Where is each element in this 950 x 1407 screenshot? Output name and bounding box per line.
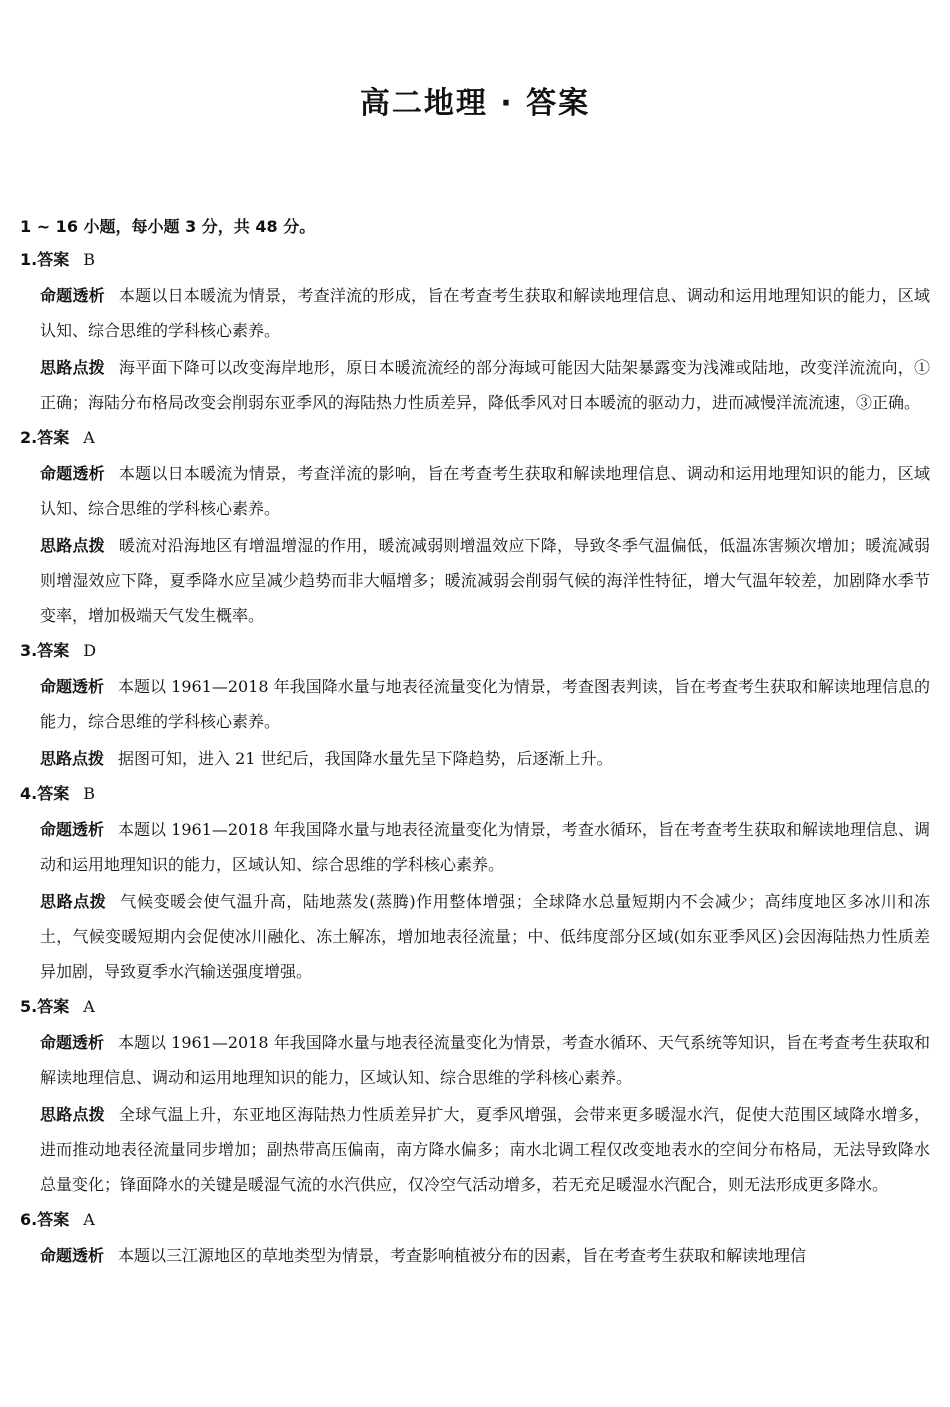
answer-choice: A [83, 1210, 95, 1229]
analysis-text: 本题以 1961—2018 年我国降水量与地表径流量变化为情景，考查图表判读，旨在考查考生获取和解读地理信息的能力，综合思维的学科核心素养。 [40, 677, 930, 731]
hint-paragraph [20, 528, 930, 633]
question-number: 6. [20, 1210, 38, 1229]
hint-paragraph [20, 350, 930, 420]
question-item [20, 1204, 930, 1273]
page-title: 高二地理 · 答案 [359, 86, 591, 121]
analysis-paragraph [20, 278, 930, 348]
question-answer-line [20, 244, 930, 278]
hint-text: 气候变暖会使气温升高，陆地蒸发(蒸腾)作用整体增强；全球降水总量短期内不会减少；高纬度地区多冰川和冻土，气候变暖短期内会促使冰川融化、冻土解冻，增加地表径流量；中、低纬度部分区域(如东亚季风区)会因海陆热力性质差异加剧，导致夏季水汽输送强度增强。 [40, 892, 930, 981]
analysis-paragraph [20, 456, 930, 526]
answer-choice: A [83, 428, 95, 447]
answer-label: 答案 [37, 250, 70, 269]
question-item [20, 244, 930, 420]
analysis-text: 本题以 1961—2018 年我国降水量与地表径流量变化为情景，考查水循环，旨在考查考生获取和解读地理信息、调动和运用地理知识的能力，区域认知、综合思维的学科核心素养。 [40, 820, 930, 874]
analysis-paragraph [20, 1238, 930, 1273]
question-number: 4. [20, 784, 38, 803]
answer-label: 答案 [37, 641, 70, 660]
question-item [20, 635, 930, 776]
question-number: 5. [20, 997, 38, 1016]
analysis-label: 命题透析 [40, 677, 105, 696]
question-number: 1. [20, 250, 38, 269]
question-number: 3. [20, 641, 38, 660]
hint-label: 思路点拨 [40, 892, 107, 911]
hint-text: 全球气温上升，东亚地区海陆热力性质差异扩大，夏季风增强，会带来更多暖湿水汽，促使大范围区域降水增多，进而推动地表径流量同步增加；副热带高压偏南，南方降水偏多；南水北调工程仅改变地表水的空间分布格局，无法导致降水总量变化；锋面降水的关键是暖湿气流的水汽供应，仅冷空气活动增多，若无充足暖湿水汽配合，则无法形成更多降水。 [40, 1105, 930, 1194]
hint-paragraph [20, 884, 930, 989]
answer-label: 答案 [37, 997, 70, 1016]
analysis-label: 命题透析 [40, 286, 105, 305]
answer-label: 答案 [37, 428, 70, 447]
hint-paragraph [20, 1097, 930, 1202]
analysis-text: 本题以日本暖流为情景，考查洋流的形成，旨在考查考生获取和解读地理信息、调动和运用地理知识的能力，区域认知、综合思维的学科核心素养。 [40, 286, 930, 340]
question-answer-line [20, 991, 930, 1025]
analysis-text: 本题以三江源地区的草地类型为情景，考查影响植被分布的因素，旨在考查考生获取和解读地理信 [118, 1246, 807, 1265]
analysis-label: 命题透析 [40, 1033, 105, 1052]
answer-choice: B [83, 250, 95, 269]
hint-text: 暖流对沿海地区有增温增湿的作用，暖流减弱则增温效应下降，导致冬季气温偏低，低温冻害频次增加；暖流减弱则增湿效应下降，夏季降水应呈减少趋势而非大幅增多；暖流减弱会削弱气候的海洋性特征，增大气温年较差，加剧降水季节变率，增加极端天气发生概率。 [40, 536, 930, 625]
hint-text: 海平面下降可以改变海岸地形，原日本暖流流经的部分海域可能因大陆架暴露变为浅滩或陆地，改变洋流流向，①正确；海陆分布格局改变会削弱东亚季风的海陆热力性质差异，降低季风对日本暖流的驱动力，进而减慢洋流流速，③正确。 [40, 358, 930, 412]
answer-choice: B [83, 784, 95, 803]
question-answer-line [20, 422, 930, 456]
answer-label: 答案 [37, 784, 70, 803]
analysis-label: 命题透析 [40, 1246, 105, 1265]
hint-label: 思路点拨 [40, 749, 105, 768]
question-answer-line [20, 635, 930, 669]
question-answer-line [20, 1204, 930, 1238]
answer-label: 答案 [37, 1210, 70, 1229]
question-number: 2. [20, 428, 38, 447]
answer-content [20, 210, 930, 1275]
analysis-text: 本题以日本暖流为情景，考查洋流的影响，旨在考查考生获取和解读地理信息、调动和运用地理知识的能力，区域认知、综合思维的学科核心素养。 [40, 464, 930, 518]
analysis-paragraph [20, 669, 930, 739]
hint-label: 思路点拨 [40, 358, 105, 377]
answer-choice: A [83, 997, 95, 1016]
analysis-label: 命题透析 [40, 464, 105, 483]
hint-label: 思路点拨 [40, 536, 105, 555]
question-item [20, 991, 930, 1202]
hint-text: 据图可知，进入 21 世纪后，我国降水量先呈下降趋势，后逐渐上升。 [118, 749, 613, 768]
analysis-paragraph [20, 812, 930, 882]
analysis-label: 命题透析 [40, 820, 105, 839]
question-item [20, 422, 930, 633]
hint-label: 思路点拨 [40, 1105, 105, 1124]
question-answer-line [20, 778, 930, 812]
section-intro: 1 ~ 16 小题，每小题 3 分，共 48 分。 [20, 217, 316, 236]
answer-choice: D [83, 641, 97, 660]
hint-paragraph [20, 741, 930, 776]
question-item [20, 778, 930, 989]
analysis-text: 本题以 1961—2018 年我国降水量与地表径流量变化为情景，考查水循环、天气系统等知识，旨在考查考生获取和解读地理信息、调动和运用地理知识的能力，区域认知、综合思维的学科核心素养。 [40, 1033, 930, 1087]
analysis-paragraph [20, 1025, 930, 1095]
